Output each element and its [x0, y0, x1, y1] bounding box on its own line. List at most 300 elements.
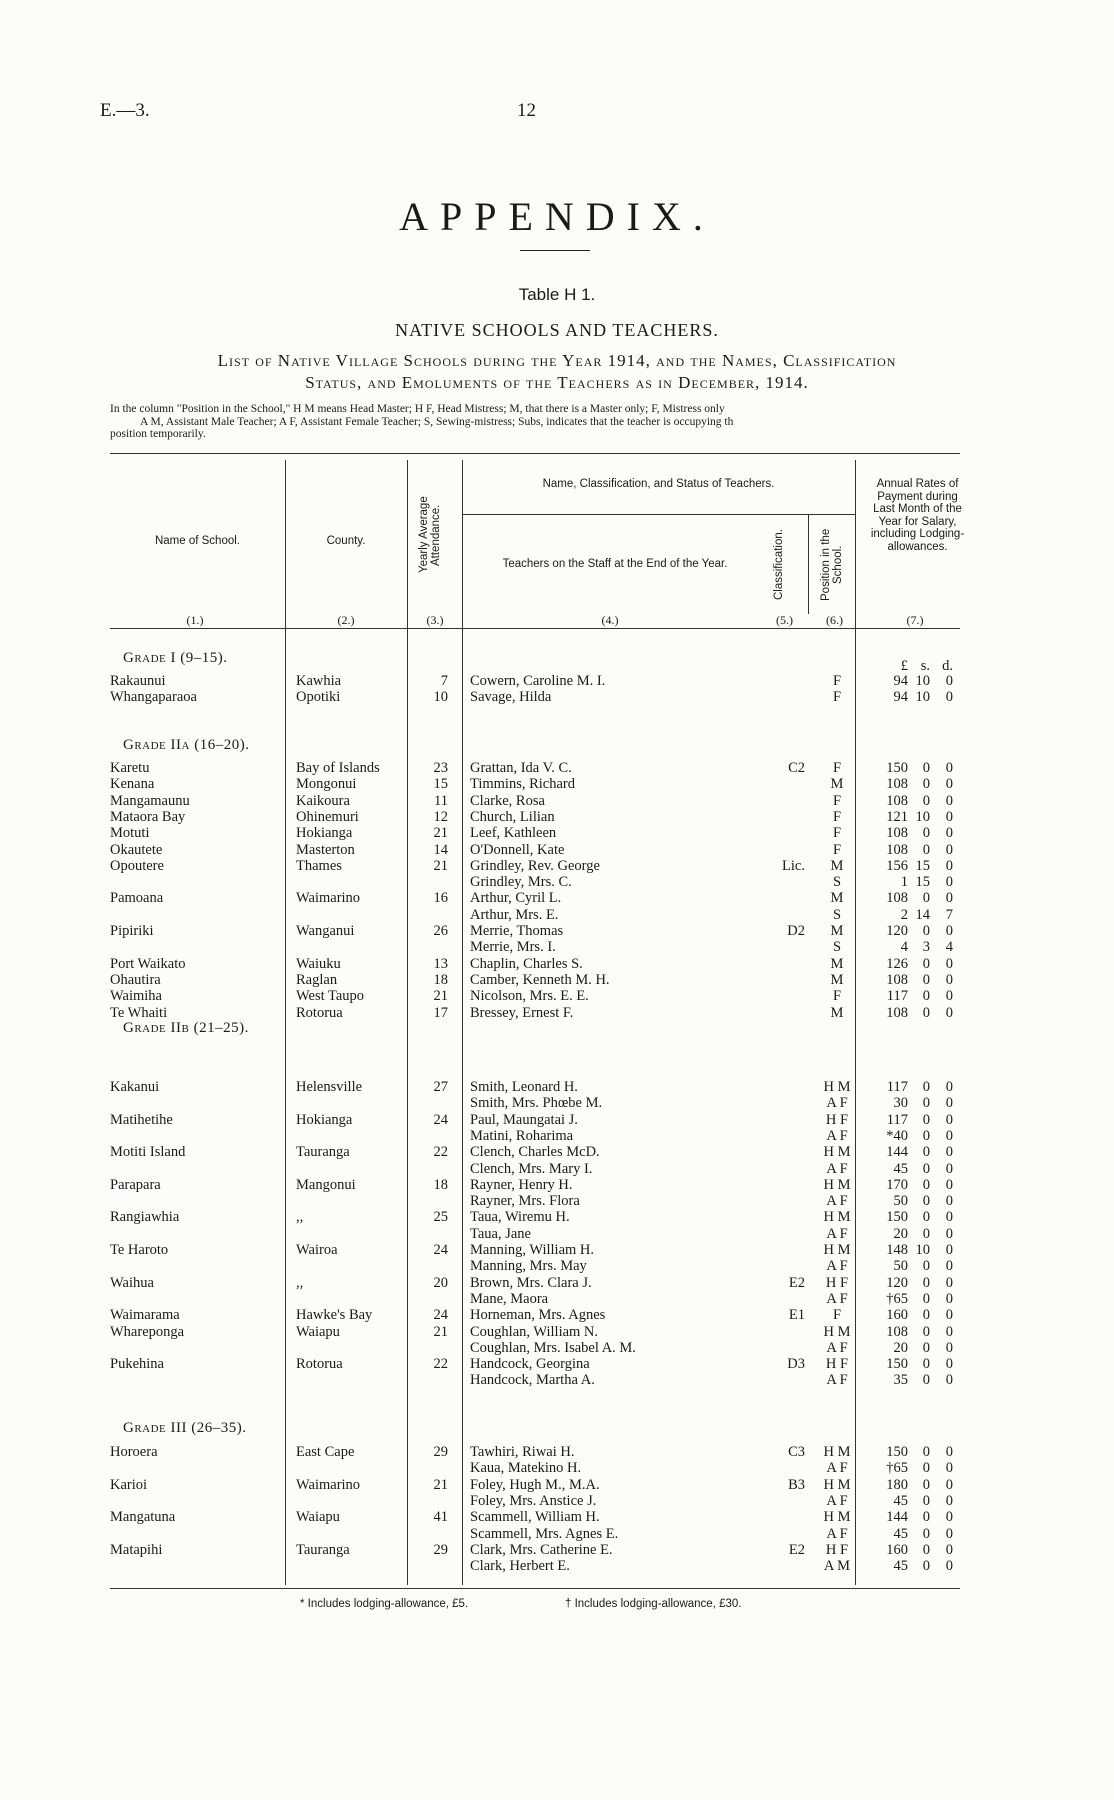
- school-name: Waihua: [110, 1274, 154, 1291]
- teacher-name: Mane, Maora: [470, 1290, 549, 1307]
- classification: [760, 1079, 805, 1095]
- yearly-attendance: [410, 1558, 448, 1574]
- school-name: [110, 1460, 285, 1476]
- salary-pounds: 4: [900, 939, 908, 956]
- salary-pounds: 117: [886, 1111, 908, 1128]
- yearly-attendance: 16: [433, 890, 448, 907]
- salary-pounds: 160: [886, 1307, 908, 1324]
- county-name: ,,: [296, 1274, 304, 1291]
- teacher-name: Brown, Mrs. Clara J.: [470, 1274, 592, 1291]
- grade-heading: Grade I (9–15).: [123, 650, 228, 666]
- salary-pence: 0: [945, 1476, 953, 1493]
- note-line-3: position temporarily.: [110, 428, 206, 440]
- position: A M: [823, 1558, 851, 1575]
- classification: [760, 1372, 805, 1388]
- salary-shillings: 0: [922, 1144, 930, 1161]
- salary-pence: 0: [945, 808, 953, 825]
- school-name: Horoera: [110, 1444, 158, 1460]
- salary-pounds: 50: [893, 1258, 908, 1275]
- position: F: [832, 988, 842, 1005]
- teacher-name: Scammell, Mrs. Agnes E.: [470, 1525, 619, 1542]
- classification: [760, 988, 805, 1004]
- county-name: Wairoa: [296, 1242, 338, 1258]
- salary-pence: 0: [945, 792, 953, 809]
- salary-pounds: 126: [886, 955, 908, 972]
- position: M: [830, 971, 844, 988]
- salary-pence: 0: [945, 1079, 953, 1095]
- position: H M: [823, 1176, 851, 1193]
- county-name: Kawhia: [296, 673, 342, 689]
- salary-pence: 7: [945, 906, 953, 923]
- classification: [760, 1493, 805, 1509]
- yearly-attendance: 18: [433, 1176, 448, 1193]
- position: F: [832, 673, 842, 689]
- teacher-name: Coughlan, William N.: [470, 1323, 599, 1340]
- school-name: Te Haroto: [110, 1242, 169, 1258]
- yearly-attendance: [410, 1226, 448, 1242]
- position: A F: [826, 1225, 848, 1242]
- yearly-attendance: 41: [433, 1509, 448, 1526]
- school-name: Rakaunui: [110, 673, 166, 689]
- salary-pounds: 150: [886, 1209, 908, 1226]
- county-name: [296, 939, 401, 955]
- salary-pounds: *40: [886, 1127, 908, 1144]
- salary-pence: 0: [945, 1209, 953, 1226]
- classification: [760, 689, 805, 705]
- salary-pence: 0: [945, 825, 953, 842]
- county-name: [296, 1095, 401, 1111]
- table-top-rule: [110, 453, 960, 454]
- classification: [760, 1161, 805, 1177]
- classification: Lic.: [782, 857, 805, 874]
- classification: [760, 1209, 805, 1225]
- header-bottom-rule: [110, 628, 960, 629]
- salary-shillings: 0: [922, 776, 930, 793]
- salary-shillings: 0: [922, 1160, 930, 1177]
- yearly-attendance: 21: [433, 1323, 448, 1340]
- yearly-attendance: 15: [433, 776, 448, 793]
- salary-shillings: 0: [922, 1476, 930, 1493]
- salary-shillings: 0: [922, 1193, 930, 1210]
- salary-pence: 0: [945, 673, 953, 689]
- salary-pounds: †65: [886, 1290, 908, 1307]
- salary-pence: 0: [945, 1558, 953, 1575]
- school-name: Karioi: [110, 1476, 148, 1493]
- yearly-attendance: [410, 1095, 448, 1111]
- position: H M: [823, 1242, 851, 1258]
- table-subtitle: NATIVE SCHOOLS AND TEACHERS.: [395, 320, 719, 340]
- teacher-name: Cowern, Caroline M. I.: [470, 673, 606, 689]
- county-name: Thames: [296, 857, 342, 874]
- classification: [760, 1558, 805, 1574]
- salary-shillings: 0: [922, 1372, 930, 1389]
- school-name: Parapara: [110, 1176, 161, 1193]
- teacher-name: Arthur, Mrs. E.: [470, 906, 559, 923]
- classification: C3: [788, 1444, 805, 1460]
- yearly-attendance: [410, 1291, 448, 1307]
- yearly-attendance: [410, 1161, 448, 1177]
- teacher-name: Timmins, Richard: [470, 776, 576, 793]
- classification: [760, 874, 805, 890]
- salary-shillings: 10: [915, 808, 930, 825]
- position: H M: [823, 1444, 851, 1460]
- salary-pence: 0: [945, 1176, 953, 1193]
- classification: [760, 1193, 805, 1209]
- yearly-attendance: [410, 1372, 448, 1388]
- classification: [760, 1095, 805, 1111]
- county-name: Waiuku: [296, 955, 341, 972]
- teacher-name: Taua, Jane: [470, 1225, 531, 1242]
- school-name: Kakanui: [110, 1079, 160, 1095]
- position: H F: [825, 1111, 849, 1128]
- salary-pounds: 20: [893, 1225, 908, 1242]
- salary-pounds: 144: [886, 1509, 908, 1526]
- yearly-attendance: 24: [433, 1242, 448, 1258]
- salary-pence: 0: [945, 1127, 953, 1144]
- salary-pounds: 108: [886, 971, 908, 988]
- yearly-attendance: 13: [433, 955, 448, 972]
- classification: [760, 1460, 805, 1476]
- salary-pounds: 150: [886, 1356, 908, 1373]
- page-number: 12: [517, 100, 536, 121]
- salary-pence: 0: [945, 1111, 953, 1128]
- salary-pence: 0: [945, 923, 953, 939]
- school-name: [110, 1161, 285, 1177]
- classification: [760, 1112, 805, 1128]
- yearly-attendance: 29: [433, 1444, 448, 1460]
- salary-pence: 0: [945, 1290, 953, 1307]
- school-name: [110, 1493, 285, 1509]
- colnum-1: (1.): [186, 613, 204, 627]
- salary-shillings: 0: [922, 1339, 930, 1356]
- salary-pounds: 120: [886, 923, 908, 939]
- salary-pence: 4: [945, 939, 953, 956]
- county-name: Hokianga: [296, 825, 353, 842]
- salary-pounds: 50: [893, 1193, 908, 1210]
- teacher-name: Handcock, Martha A.: [470, 1372, 595, 1389]
- salary-pence: 0: [945, 1004, 953, 1021]
- header-teachers-group: Name, Classification, and Status of Teachers.: [542, 478, 775, 490]
- classification: [760, 1177, 805, 1193]
- colnum-7: (7.): [906, 613, 924, 627]
- teacher-name: Bressey, Ernest F.: [470, 1004, 574, 1021]
- yearly-attendance: 10: [433, 689, 448, 706]
- salary-pounds: 120: [886, 1274, 908, 1291]
- classification: [760, 776, 805, 792]
- county-name: [296, 1193, 401, 1209]
- classification: [760, 939, 805, 955]
- salary-pounds: 117: [886, 988, 908, 1005]
- salary-shillings: 0: [922, 1509, 930, 1526]
- col-divider-3: [462, 460, 463, 1585]
- county-name: [296, 1291, 401, 1307]
- salary-shillings: 0: [922, 1492, 930, 1509]
- school-name: [110, 1372, 285, 1388]
- salary-pence: 0: [945, 1525, 953, 1542]
- teacher-name: Scammell, William H.: [470, 1509, 600, 1526]
- school-name: [110, 1128, 285, 1144]
- school-name: Matapihi: [110, 1541, 163, 1558]
- school-name: Rangiawhia: [110, 1209, 180, 1226]
- position: F: [832, 825, 842, 842]
- county-name: Helensville: [296, 1079, 363, 1095]
- salary-pounds: 160: [886, 1541, 908, 1558]
- salary-pence: 0: [945, 841, 953, 858]
- currency-pence: d.: [942, 658, 953, 674]
- position: H M: [823, 1509, 851, 1526]
- school-name: Whareponga: [110, 1323, 185, 1340]
- position: F: [832, 841, 842, 858]
- school-name: Pipiriki: [110, 923, 154, 939]
- county-name: Waiapu: [296, 1323, 340, 1340]
- salary-pence: 0: [945, 955, 953, 972]
- yearly-attendance: 14: [433, 841, 448, 858]
- salary-shillings: 15: [915, 857, 930, 874]
- position: H M: [823, 1079, 851, 1095]
- county-name: Waimarino: [296, 890, 361, 907]
- note-line-1: In the column "Position in the School," H M means Head Master; H F, Head Mistress; M, that there is a Master only; F, Mistress only: [110, 403, 725, 415]
- school-name: Okautete: [110, 841, 163, 858]
- salary-pounds: †65: [886, 1460, 908, 1477]
- salary-pence: 0: [945, 857, 953, 874]
- teacher-name: Matini, Roharima: [470, 1127, 574, 1144]
- position: F: [832, 808, 842, 825]
- teacher-name: Smith, Leonard H.: [470, 1079, 578, 1095]
- salary-shillings: 0: [922, 1258, 930, 1275]
- salary-pence: 0: [945, 971, 953, 988]
- classification: [760, 809, 805, 825]
- colnum-2: (2.): [337, 613, 355, 627]
- school-name: Motiti Island: [110, 1144, 186, 1161]
- classification: [760, 1226, 805, 1242]
- school-name: Karetu: [110, 760, 150, 776]
- salary-pounds: 20: [893, 1339, 908, 1356]
- salary-pounds: 108: [886, 890, 908, 907]
- yearly-attendance: 21: [433, 825, 448, 842]
- county-name: [296, 1372, 401, 1388]
- currency-pounds: £: [900, 658, 908, 674]
- salary-shillings: 0: [922, 1323, 930, 1340]
- salary-shillings: 0: [922, 841, 930, 858]
- county-name: Bay of Islands: [296, 760, 380, 776]
- school-name: [110, 1291, 285, 1307]
- position: A F: [826, 1339, 848, 1356]
- county-name: Hokianga: [296, 1111, 353, 1128]
- position: M: [830, 890, 844, 907]
- classification: [760, 956, 805, 972]
- school-name: Opoutere: [110, 857, 164, 874]
- county-name: Mangonui: [296, 1176, 356, 1193]
- position: H F: [825, 1274, 849, 1291]
- teacher-name: Tawhiri, Riwai H.: [470, 1444, 575, 1460]
- school-name: [110, 1193, 285, 1209]
- teacher-name: Grindley, Rev. George: [470, 857, 600, 874]
- salary-shillings: 0: [922, 1225, 930, 1242]
- teacher-name: Savage, Hilda: [470, 689, 552, 706]
- salary-shillings: 0: [922, 1290, 930, 1307]
- list-heading-line-2: Status, and Emoluments of the Teachers as in December, 1914.: [305, 373, 809, 392]
- salary-shillings: 10: [915, 689, 930, 706]
- yearly-attendance: 7: [440, 673, 448, 689]
- salary-shillings: 0: [922, 890, 930, 907]
- teacher-name: Smith, Mrs. Phœbe M.: [470, 1095, 603, 1112]
- yearly-attendance: [410, 1493, 448, 1509]
- salary-pence: 0: [945, 760, 953, 776]
- salary-pounds: 180: [886, 1476, 908, 1493]
- teacher-name: Clench, Mrs. Mary I.: [470, 1160, 593, 1177]
- county-name: [296, 1526, 401, 1542]
- salary-pounds: 30: [893, 1095, 908, 1112]
- yearly-attendance: [410, 1128, 448, 1144]
- classification: [760, 1005, 805, 1021]
- position: H F: [825, 1356, 849, 1373]
- salary-shillings: 0: [922, 792, 930, 809]
- position: M: [830, 776, 844, 793]
- salary-shillings: 10: [915, 1242, 930, 1258]
- salary-shillings: 0: [922, 825, 930, 842]
- salary-pence: 0: [945, 689, 953, 706]
- footnote-lodging-5: * Includes lodging-allowance, £5.: [300, 1598, 469, 1610]
- grade-heading: Grade IIa (16–20).: [123, 737, 250, 753]
- position: F: [832, 1307, 842, 1324]
- salary-shillings: 0: [922, 1525, 930, 1542]
- position: A F: [826, 1127, 848, 1144]
- title-rule: [520, 250, 590, 251]
- school-name: [110, 1258, 285, 1274]
- school-name: [110, 907, 285, 923]
- teacher-name: Horneman, Mrs. Agnes: [470, 1307, 606, 1324]
- list-heading: [100, 350, 1014, 394]
- salary-shillings: 10: [915, 673, 930, 689]
- salary-pence: 0: [945, 1160, 953, 1177]
- school-name: [110, 1095, 285, 1111]
- classification: [760, 1144, 805, 1160]
- school-name: [110, 1526, 285, 1542]
- position: F: [832, 689, 842, 706]
- county-name: Rotorua: [296, 1356, 343, 1373]
- county-name: [296, 1460, 401, 1476]
- salary-pounds: 150: [886, 760, 908, 776]
- salary-pence: 0: [945, 1492, 953, 1509]
- classification: [760, 1526, 805, 1542]
- yearly-attendance: 23: [433, 760, 448, 776]
- salary-pounds: 2: [900, 906, 908, 923]
- col-divider-6: [855, 460, 856, 1585]
- classification: [760, 673, 805, 689]
- salary-pounds: 108: [886, 841, 908, 858]
- school-name: Te Whaiti: [110, 1004, 168, 1021]
- position: A F: [826, 1290, 848, 1307]
- salary-pence: 0: [945, 1339, 953, 1356]
- yearly-attendance: 26: [433, 923, 448, 939]
- county-name: [296, 1161, 401, 1177]
- salary-pounds: 45: [893, 1525, 908, 1542]
- school-name: Waimiha: [110, 988, 162, 1005]
- salary-shillings: 0: [922, 1111, 930, 1128]
- classification: [760, 1340, 805, 1356]
- header-county: County.: [326, 535, 366, 547]
- school-name: Kenana: [110, 776, 155, 793]
- salary-pence: 0: [945, 890, 953, 907]
- county-name: Masterton: [296, 841, 355, 858]
- position: S: [832, 939, 842, 956]
- salary-shillings: 0: [922, 1079, 930, 1095]
- salary-pounds: 170: [886, 1176, 908, 1193]
- school-name: Matihetihe: [110, 1111, 173, 1128]
- classification: [760, 890, 805, 906]
- position: H M: [823, 1144, 851, 1161]
- yearly-attendance: 21: [433, 1476, 448, 1493]
- col-divider-5: [808, 514, 809, 614]
- salary-pounds: 108: [886, 1323, 908, 1340]
- salary-shillings: 0: [922, 1127, 930, 1144]
- classification: [760, 1509, 805, 1525]
- county-name: Opotiki: [296, 689, 341, 706]
- classification: E2: [788, 1541, 805, 1558]
- yearly-attendance: 22: [433, 1144, 448, 1161]
- salary-pounds: 108: [886, 825, 908, 842]
- teacher-name: Grindley, Mrs. C.: [470, 874, 572, 891]
- yearly-attendance: [410, 1193, 448, 1209]
- salary-pounds: 45: [893, 1160, 908, 1177]
- salary-pence: 0: [945, 1323, 953, 1340]
- school-name: [110, 1340, 285, 1356]
- colnum-6: (6.): [826, 613, 843, 627]
- salary-shillings: 0: [922, 988, 930, 1005]
- salary-shillings: 3: [922, 939, 930, 956]
- school-name: Mataora Bay: [110, 808, 186, 825]
- salary-pence: 0: [945, 1144, 953, 1161]
- salary-pounds: 144: [886, 1144, 908, 1161]
- salary-pence: 0: [945, 874, 953, 891]
- currency-shillings: s.: [920, 658, 930, 674]
- classification: E1: [788, 1307, 805, 1324]
- salary-shillings: 0: [922, 1541, 930, 1558]
- salary-pounds: 35: [893, 1372, 908, 1389]
- salary-shillings: 15: [915, 874, 930, 891]
- school-name: Pamoana: [110, 890, 164, 907]
- header-position: Position in the School.: [820, 528, 844, 602]
- school-name: [110, 1226, 285, 1242]
- classification: D3: [787, 1356, 805, 1373]
- school-name: Mangamaunu: [110, 792, 190, 809]
- position: A F: [826, 1492, 848, 1509]
- county-name: [296, 1226, 401, 1242]
- yearly-attendance: [410, 1526, 448, 1542]
- yearly-attendance: 17: [433, 1004, 448, 1021]
- teacher-name: Coughlan, Mrs. Isabel A. M.: [470, 1339, 636, 1356]
- yearly-attendance: 18: [433, 971, 448, 988]
- salary-pounds: 45: [893, 1492, 908, 1509]
- salary-pence: 0: [945, 988, 953, 1005]
- classification: [760, 972, 805, 988]
- teacher-name: Foley, Hugh M., M.A.: [470, 1476, 600, 1493]
- county-name: Kaikoura: [296, 792, 350, 809]
- yearly-attendance: 21: [433, 988, 448, 1005]
- teacher-name: Rayner, Mrs. Flora: [470, 1193, 580, 1210]
- teacher-name: Clench, Charles McD.: [470, 1144, 600, 1161]
- salary-pounds: 108: [886, 792, 908, 809]
- yearly-attendance: 21: [433, 857, 448, 874]
- salary-pence: 0: [945, 1242, 953, 1258]
- school-name: Mangatuna: [110, 1509, 176, 1526]
- salary-pounds: 150: [886, 1444, 908, 1460]
- yearly-attendance: [410, 1340, 448, 1356]
- header-attendance: Yearly Average Attendance.: [418, 496, 442, 574]
- classification: [760, 793, 805, 809]
- position: A F: [826, 1372, 848, 1389]
- salary-pence: 0: [945, 1258, 953, 1275]
